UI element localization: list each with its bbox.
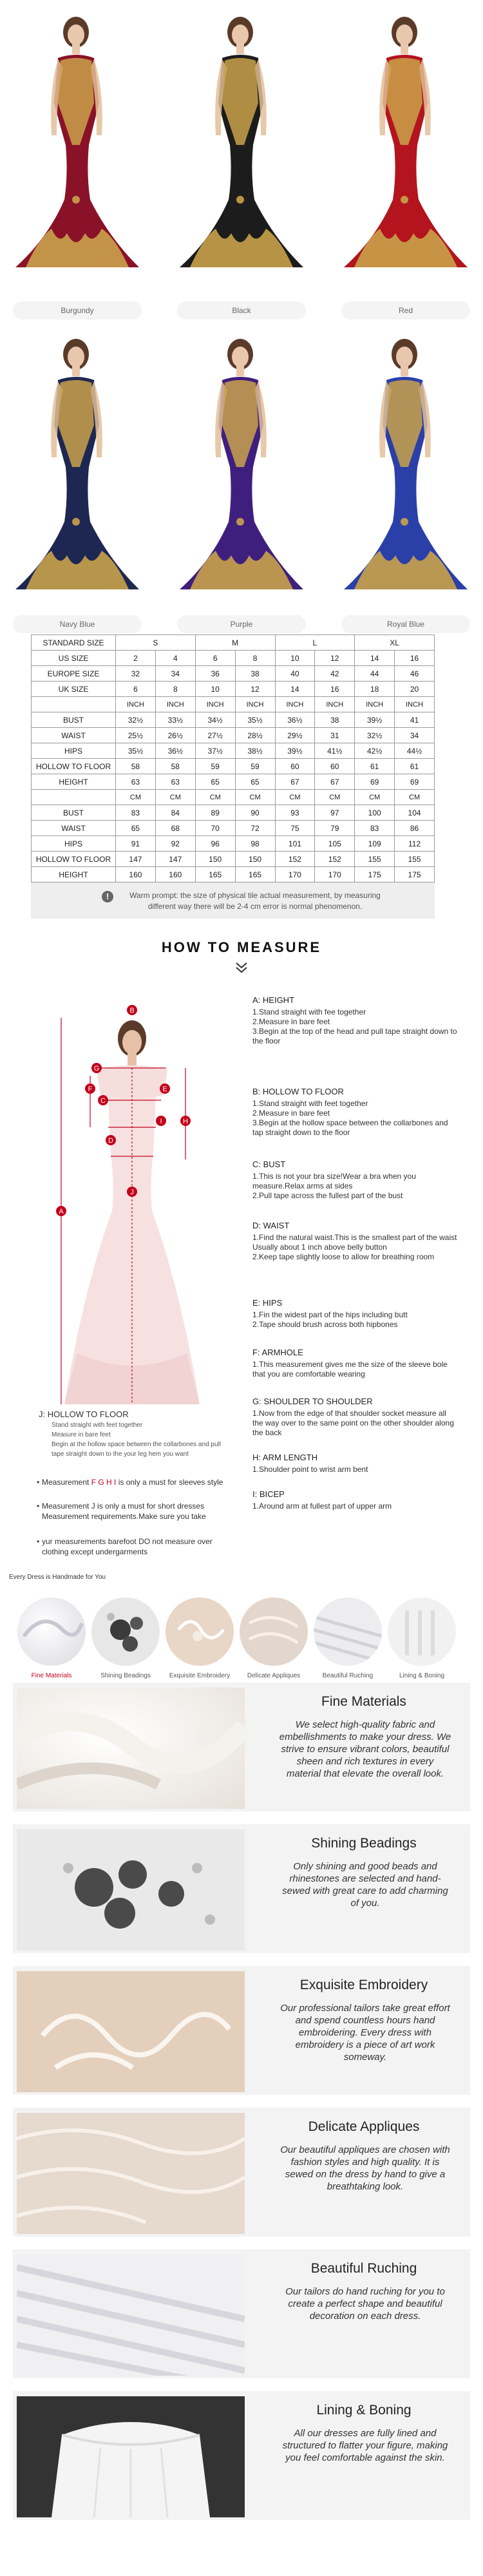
size-group-xl: XL <box>355 635 435 651</box>
size-cell: 20 <box>395 682 435 697</box>
size-cell: 79 <box>315 821 355 836</box>
dress-photo-navy-blue[interactable] <box>13 329 142 599</box>
size-cell: 58 <box>155 759 195 774</box>
size-cm-rows <box>32 805 435 883</box>
measure-heading: I: BICEP <box>252 1489 285 1499</box>
size-cell: 90 <box>235 805 275 821</box>
size-cell: 101 <box>275 836 315 852</box>
size-cell: 155 <box>395 852 435 867</box>
figure-letter-e: E <box>162 1085 167 1093</box>
color-label-purple: Purple <box>177 615 306 633</box>
measure-heading: E: HIPS <box>252 1298 283 1308</box>
size-cell: 44 <box>355 666 395 682</box>
bullet-dot: • <box>37 1502 40 1511</box>
size-cell: 92 <box>155 836 195 852</box>
unit-cell: CM <box>355 790 395 805</box>
size-cell: 32½ <box>355 728 395 743</box>
size-cell: 89 <box>195 805 235 821</box>
measure-text: 1.Now from the edge of that shoulder socket measure all the way over to the same point on the other shoulder along the back <box>252 1409 454 1437</box>
size-cell: 41½ <box>315 743 355 759</box>
size-row-label: HOLLOW TO FLOOR <box>32 759 116 774</box>
size-row <box>32 805 435 821</box>
size-cell: 165 <box>235 867 275 883</box>
size-cell: 61 <box>355 759 395 774</box>
size-cell: 152 <box>275 852 315 867</box>
size-group-m: M <box>195 635 275 651</box>
size-inch-rows <box>32 712 435 790</box>
size-cell: 98 <box>235 836 275 852</box>
size-cell: 46 <box>395 666 435 682</box>
size-cell: 26½ <box>155 728 195 743</box>
size-cell: 75 <box>275 821 315 836</box>
size-cell: 14 <box>275 682 315 697</box>
measure-text: 1.This is not your bra size!Wear a bra when you measure.Relax arms at sides 2.Pull tape across the fullest part of the bust <box>252 1172 416 1200</box>
size-cell: 8 <box>155 682 195 697</box>
feature-description: Our beautiful appliques are chosen with fashion styles and high quality. It is sewed on the dress by hand to give a breathtaking look. <box>280 2144 450 2192</box>
size-row <box>32 759 435 774</box>
measure-text: 1.Stand straight with fee together 2.Measure in bare feet 3.Begin at the top of the head and pull tape straight down to the floor <box>252 1007 457 1045</box>
chevron-down-icon <box>234 961 249 974</box>
note-bullet <box>37 1536 235 1557</box>
size-cell: 68 <box>155 821 195 836</box>
size-cell: 104 <box>395 805 435 821</box>
size-cell: 65 <box>235 774 275 790</box>
size-cell: 84 <box>155 805 195 821</box>
note-text: Measurement J is only a must for short dresses Measurement requirements.Make sure you take <box>42 1502 206 1521</box>
size-cell: 18 <box>355 682 395 697</box>
measure-text: 1.Stand straight with feet together 2.Measure in bare feet 3.Begin at the hollow space between the collarbones and tap straight down to the floor <box>252 1099 448 1137</box>
size-row <box>32 852 435 867</box>
measurement-figure <box>26 992 245 1417</box>
size-row-label: WAIST <box>32 728 116 743</box>
bullet-dot: • <box>37 1537 40 1546</box>
size-row <box>32 682 435 697</box>
measure-item-armhole <box>252 1348 459 1379</box>
size-cell: 60 <box>315 759 355 774</box>
size-row-label: HEIGHT <box>32 774 116 790</box>
feature-title: Beautiful Ruching <box>310 2261 417 2276</box>
size-cell: 33½ <box>155 712 195 728</box>
tab-label[interactable]: Beautiful Ruching <box>322 1672 374 1679</box>
warm-prompt-box <box>31 883 435 919</box>
note-emphasis: F G H I <box>91 1478 117 1487</box>
size-row-label: BUST <box>32 712 116 728</box>
size-cell: 36 <box>195 666 235 682</box>
size-cell: 67 <box>315 774 355 790</box>
note-text: Measurement <box>42 1478 91 1487</box>
tab-shining-beadings[interactable] <box>91 1598 160 1666</box>
figure-letter-c: C <box>100 1097 106 1105</box>
measure-text: Stand straight with feet together Measure in bare feet Begin at the hollow space between the collarbones and pull tape straight down to the your leg hem you want <box>52 1422 221 1458</box>
size-cell: 36½ <box>155 743 195 759</box>
unit-cell: INCH <box>355 697 395 712</box>
warning-icon: ! <box>102 891 113 902</box>
size-cell: 39½ <box>275 743 315 759</box>
size-standard-rows <box>32 651 435 697</box>
measure-item-height <box>252 995 459 1046</box>
size-cell: 2 <box>116 651 156 666</box>
size-cell: 155 <box>355 852 395 867</box>
dress-photo-royal-blue[interactable] <box>341 329 470 599</box>
size-cell: 83 <box>355 821 395 836</box>
size-cell: 69 <box>355 774 395 790</box>
size-cell: 39½ <box>355 712 395 728</box>
measure-item-bust <box>252 1159 459 1201</box>
dress-photo-black[interactable] <box>177 6 306 277</box>
size-cell: 16 <box>315 682 355 697</box>
feature-exquisite-embroidery <box>13 1966 470 2095</box>
size-cell: 69 <box>395 774 435 790</box>
size-cell: 29½ <box>275 728 315 743</box>
unit-cell: CM <box>275 790 315 805</box>
tab-label[interactable]: Fine Materials <box>31 1672 72 1679</box>
feature-title: Exquisite Embroidery <box>299 1978 428 1992</box>
color-label-royal-blue: Royal Blue <box>341 615 470 633</box>
size-cell: 72 <box>235 821 275 836</box>
feature-title: Shining Beadings <box>311 1836 417 1851</box>
measure-item-hollow-to-floor <box>252 1087 459 1138</box>
size-row-label: UK SIZE <box>32 682 116 697</box>
figure-letter-d: D <box>108 1137 113 1145</box>
size-row <box>32 728 435 743</box>
measure-text: 1.Around arm at fullest part of upper arm <box>252 1502 392 1511</box>
size-cell: 170 <box>315 867 355 883</box>
size-cell: 152 <box>315 852 355 867</box>
size-cell: 6 <box>195 651 235 666</box>
size-cell: 36½ <box>275 712 315 728</box>
dress-photo-purple[interactable] <box>177 329 306 599</box>
size-cell: 16 <box>395 651 435 666</box>
measure-heading: C: BUST <box>252 1159 286 1169</box>
size-cell: 35½ <box>116 743 156 759</box>
feature-delicate-appliques <box>13 2108 470 2237</box>
measure-item-arm-length <box>252 1453 459 1474</box>
measure-heading: G: SHOULDER TO SHOULDER <box>252 1397 373 1406</box>
unit-row-cm <box>32 790 435 805</box>
tab-exquisite-embroidery[interactable] <box>166 1598 234 1666</box>
size-row-label: US SIZE <box>32 651 116 666</box>
unit-row-inch <box>32 697 435 712</box>
size-cell: 100 <box>355 805 395 821</box>
size-cell: 58 <box>116 759 156 774</box>
size-cell: 160 <box>116 867 156 883</box>
size-cell: 60 <box>275 759 315 774</box>
measure-text: 1.This measurement gives me the size of the sleeve bole that you are comfortable wearing <box>252 1360 448 1379</box>
unit-cell: INCH <box>275 697 315 712</box>
size-cell: 63 <box>116 774 156 790</box>
size-cell: 34 <box>395 728 435 743</box>
color-label-burgundy: Burgundy <box>13 301 142 320</box>
size-cell: 93 <box>275 805 315 821</box>
tab-delicate-appliques[interactable] <box>240 1598 308 1666</box>
size-cell: 65 <box>116 821 156 836</box>
fabric-image <box>17 1688 245 1809</box>
size-chart-table <box>31 634 435 883</box>
size-row <box>32 712 435 728</box>
measure-heading: D: WAIST <box>252 1221 290 1230</box>
color-label-black: Black <box>177 301 306 320</box>
feature-shining-beadings <box>13 1824 470 1953</box>
measure-item-bicep <box>252 1489 459 1511</box>
feature-title: Lining & Boning <box>316 2403 412 2418</box>
size-row <box>32 666 435 682</box>
measure-text: 1.Shoulder point to wrist arm bent <box>252 1465 368 1474</box>
tab-label[interactable]: Lining & Boning <box>399 1672 445 1679</box>
size-cell: 86 <box>395 821 435 836</box>
note-bullet <box>37 1501 235 1522</box>
feature-description: Our professional tailors take great effort and spend countless hours hand embroidering. Every dress with embroidery is a piece of art work someway. <box>280 2003 450 2063</box>
size-cell: 42 <box>315 666 355 682</box>
unit-cell: CM <box>116 790 156 805</box>
unit-cell: CM <box>155 790 195 805</box>
measure-heading: A: HEIGHT <box>252 995 295 1005</box>
note-bullet <box>37 1477 235 1487</box>
unit-cell: CM <box>195 790 235 805</box>
tab-label[interactable]: Shining Beadings <box>100 1672 151 1679</box>
size-cell: 42½ <box>355 743 395 759</box>
figure-letter-f: F <box>88 1085 93 1093</box>
size-cell: 70 <box>195 821 235 836</box>
size-row <box>32 821 435 836</box>
size-cell: 96 <box>195 836 235 852</box>
how-to-measure-title: HOW TO MEASURE <box>161 939 322 955</box>
appliques-image <box>17 2113 245 2234</box>
feature-description: All our dresses are fully lined and structured to flatter your figure, making you feel comfortable against the skin. <box>282 2428 448 2463</box>
unit-cell: INCH <box>116 697 156 712</box>
size-cell: 31 <box>315 728 355 743</box>
size-cell: 63 <box>155 774 195 790</box>
size-cell: 32½ <box>116 712 156 728</box>
size-row <box>32 743 435 759</box>
lining-image <box>17 2396 245 2517</box>
size-cell: 8 <box>235 651 275 666</box>
size-cell: 27½ <box>195 728 235 743</box>
size-cell: 37½ <box>195 743 235 759</box>
measure-heading: B: HOLLOW TO FLOOR <box>252 1087 344 1096</box>
tab-label[interactable]: Exquisite Embroidery <box>169 1672 231 1679</box>
size-row-label: HIPS <box>32 743 116 759</box>
size-chart-header-label: STANDARD SIZE <box>32 635 116 651</box>
size-cell: 105 <box>315 836 355 852</box>
size-cell: 59 <box>195 759 235 774</box>
feature-title: Fine Materials <box>321 1694 406 1709</box>
size-cell: 44½ <box>395 743 435 759</box>
size-cell: 147 <box>155 852 195 867</box>
figure-letter-g: G <box>93 1065 100 1073</box>
size-cell: 12 <box>315 651 355 666</box>
size-cell: 91 <box>116 836 156 852</box>
measure-text: 1.Fin the widest part of the hips including butt 2.Tape should brush across both hipbones <box>252 1310 408 1329</box>
dress-photo-burgundy[interactable] <box>13 6 142 277</box>
embroidery-image <box>17 1971 245 2092</box>
tab-lining-boning[interactable] <box>388 1598 456 1666</box>
size-cell: 34 <box>155 666 195 682</box>
measure-item-waist <box>252 1221 459 1262</box>
size-cell: 10 <box>275 651 315 666</box>
feature-description: We select high-quality fabric and embellishments to make your dress. We strive to ensure vibrant colors, beautiful sheen and rich textures in every material that elevate the overall look. <box>279 1719 451 1779</box>
size-cell: 147 <box>116 852 156 867</box>
unit-cell: CM <box>315 790 355 805</box>
figure-letter-h: H <box>183 1118 188 1125</box>
figure-letter-a: A <box>59 1208 64 1216</box>
figure-letter-i: I <box>160 1118 162 1125</box>
size-row <box>32 836 435 852</box>
size-cell: 59 <box>235 759 275 774</box>
size-cell: 160 <box>155 867 195 883</box>
size-cell: 38½ <box>235 743 275 759</box>
size-row-label: BUST <box>32 805 116 821</box>
measure-text: 1.Find the natural waist.This is the smallest part of the waist Usually about 1 inch above belly button 2.Keep tape slightly loose to allow for breathing room <box>252 1233 457 1261</box>
feature-title: Delicate Appliques <box>308 2119 420 2134</box>
ruching-image <box>17 2255 245 2376</box>
size-cell: 97 <box>315 805 355 821</box>
size-cell: 112 <box>395 836 435 852</box>
unit-cell: CM <box>395 790 435 805</box>
note-text: is only a must for sleeves style <box>116 1478 223 1487</box>
size-group-l: L <box>275 635 355 651</box>
size-cell: 175 <box>395 867 435 883</box>
size-row <box>32 774 435 790</box>
color-label-red: Red <box>341 301 470 320</box>
beading-image <box>17 1829 245 1951</box>
color-label-navy-blue: Navy Blue <box>13 615 142 633</box>
measure-heading: H: ARM LENGTH <box>252 1453 318 1462</box>
size-cell: 32 <box>116 666 156 682</box>
measure-item-hips <box>252 1298 459 1330</box>
unit-cell: CM <box>235 790 275 805</box>
size-cell: 170 <box>275 867 315 883</box>
tab-beautiful-ruching[interactable] <box>314 1598 382 1666</box>
size-cell: 165 <box>195 867 235 883</box>
feature-fine-materials <box>13 1683 470 1811</box>
size-group-s: S <box>116 635 196 651</box>
size-row-label: EUROPE SIZE <box>32 666 116 682</box>
size-row-label: HEIGHT <box>32 867 116 883</box>
size-cell: 61 <box>395 759 435 774</box>
size-row-label: HIPS <box>32 836 116 852</box>
size-cell: 40 <box>275 666 315 682</box>
size-cell: 67 <box>275 774 315 790</box>
note-text: yur measurements barefoot DO not measure over clothing except undergarments <box>42 1537 213 1556</box>
size-cell: 38 <box>235 666 275 682</box>
size-cell: 25½ <box>116 728 156 743</box>
warm-prompt-text: Warm prompt: the size of physical tile actual measurement, by measuring different way there will be 2-4 cm error is normal phenomenon. <box>129 891 381 911</box>
size-row-label: WAIST <box>32 821 116 836</box>
size-cell: 28½ <box>235 728 275 743</box>
size-cell: 150 <box>235 852 275 867</box>
size-cell: 10 <box>195 682 235 697</box>
handmade-heading: Every Dress is Handmade for You <box>9 1574 106 1581</box>
measure-item-j-hollow-to-floor <box>39 1409 232 1459</box>
feature-beautiful-ruching <box>13 2249 470 2378</box>
size-cell: 41 <box>395 712 435 728</box>
size-cell: 150 <box>195 852 235 867</box>
size-cell: 65 <box>195 774 235 790</box>
figure-letter-b: B <box>129 1007 135 1015</box>
feature-lining-boning <box>13 2391 470 2520</box>
feature-description: Only shining and good beads and rhinestones are selected and hand-sewed with great care to add charming of you. <box>282 1861 448 1909</box>
figure-letter-j: J <box>130 1188 134 1196</box>
unit-cell: INCH <box>315 697 355 712</box>
size-cell: 175 <box>355 867 395 883</box>
size-cell: 34½ <box>195 712 235 728</box>
size-cell: 83 <box>116 805 156 821</box>
size-cell: 14 <box>355 651 395 666</box>
unit-cell: INCH <box>195 697 235 712</box>
tab-fine-materials[interactable] <box>17 1598 86 1666</box>
unit-cell: INCH <box>235 697 275 712</box>
size-cell: 35½ <box>235 712 275 728</box>
measure-heading: F: ARMHOLE <box>252 1348 303 1357</box>
dress-photo-red[interactable] <box>341 6 470 277</box>
size-row <box>32 867 435 883</box>
measure-heading: J: HOLLOW TO FLOOR <box>39 1409 129 1419</box>
feature-description: Our tailors do hand ruching for you to create a perfect shape and beautiful decoration on each dress. <box>285 2286 445 2322</box>
size-row-label: HOLLOW TO FLOOR <box>32 852 116 867</box>
measure-item-shoulder-to-shoulder <box>252 1397 459 1438</box>
unit-cell: INCH <box>155 697 195 712</box>
size-cell: 38 <box>315 712 355 728</box>
tab-label[interactable]: Delicate Appliques <box>247 1672 301 1679</box>
size-cell: 12 <box>235 682 275 697</box>
size-row <box>32 651 435 666</box>
size-cell: 109 <box>355 836 395 852</box>
bullet-dot: • <box>37 1478 40 1487</box>
unit-cell: INCH <box>395 697 435 712</box>
size-cell: 4 <box>155 651 195 666</box>
size-cell: 6 <box>116 682 156 697</box>
